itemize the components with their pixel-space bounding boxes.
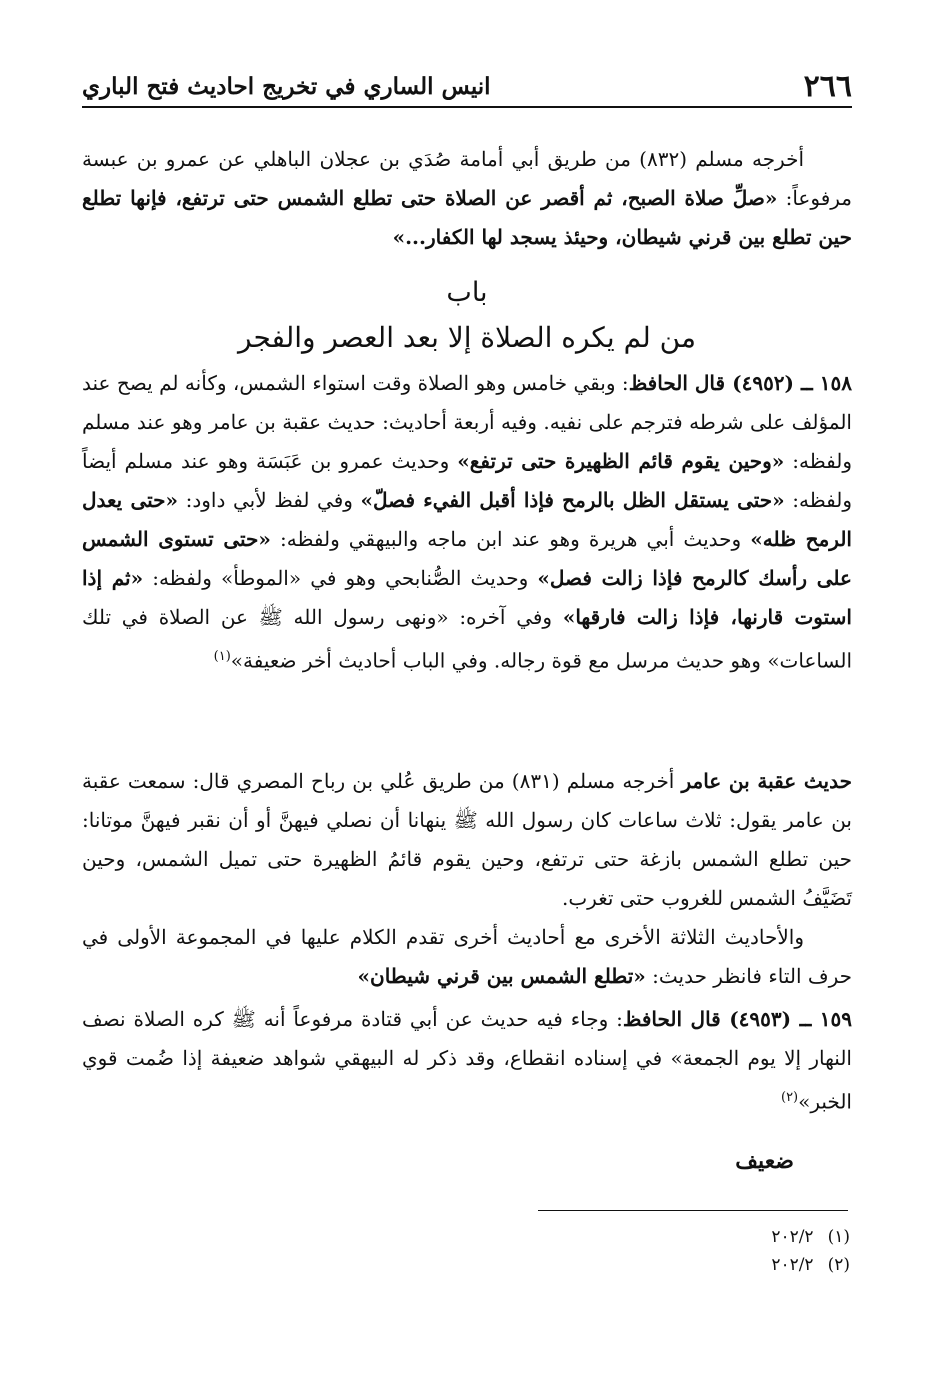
footnote-1 — [771, 1224, 850, 1250]
page-header — [82, 70, 852, 104]
header-divider — [82, 106, 852, 108]
others-quote: «تطلع الشمس بين قرني شيطان» — [357, 964, 646, 988]
entry-158-text-5: وحديث الصُّنابحي وهو في «الموطأ» ولفظه: — [143, 566, 538, 590]
footnote-reference: ٢٠٢/٢ — [771, 1227, 814, 1247]
intro-quote: «صلِّ صلاة الصبح، ثم أقصر عن الصلاة حتى تطلع الشمس حتى ترتفع، فإنها تطلع حين تطلع بين قرني شيطان، وحيئذ يسجد لها الكفار...» — [82, 186, 852, 249]
footnote-reference: ٢٠٢/٢ — [771, 1255, 814, 1275]
footnote-number: (٢) — [827, 1255, 850, 1275]
footnote-number: (١) — [827, 1227, 850, 1247]
others-paragraph — [82, 918, 852, 996]
verdict: ضعيف — [735, 1148, 794, 1174]
entry-158-quote-2: «حتى يستقل الظل بالرمح فإذا أقبل الفيء فصلّ» — [360, 488, 785, 512]
chapter-label: باب — [446, 277, 488, 308]
entry-158-text-1: : وبقي خامس وهو الصلاة وقت استواء الشمس، وكأنه لم يصح عند المؤلف على شرطه فترجم على نفيه. وفيه أربعة أحاديث: حديث عقبة بن عامر وهو عند مسلم ولفظه: — [82, 371, 852, 473]
page-number: ٢٦٦ — [803, 69, 852, 104]
uqba-heading: حديث عقبة بن عامر — [681, 769, 852, 793]
entry-159-heading: ١٥٩ ــ (٤٩٥٣) قال الحافظ — [622, 1007, 853, 1031]
footnote-ref-1[interactable]: (١) — [213, 649, 231, 664]
intro-text: أخرجه مسلم (٨٣٢) من طريق أبي أمامة صُدَي بن عجلان الباهلي عن عمرو بن عبسة مرفوعاً: — [82, 147, 852, 210]
footnote-divider — [538, 1210, 848, 1211]
entry-158-quote-4: «حتى تستوى الشمس على رأسك كالرمح فإذا زالت فصل» — [82, 527, 852, 590]
entry-158-text-2: وحديث عمرو بن عَبَسَة وهو عند مسلم أيضاً ولفظه: — [82, 449, 853, 512]
footnote-ref-2[interactable]: (٢) — [780, 1090, 799, 1105]
running-title: انيس الساري في تخريج احاديث فتح الباري — [82, 73, 491, 100]
entry-158-quote-1: «وحين يقوم قائم الظهيرة حتى ترتفع» — [457, 449, 785, 473]
intro-paragraph — [82, 140, 852, 257]
entry-158-quote-3: «حتى يعدل الرمح ظله» — [82, 488, 852, 551]
entry-159-text: : وجاء فيه حديث عن أبي قتادة مرفوعاً أنه ﷺ كره الصلاة نصف النهار إلا يوم الجمعة» في إسناده انقطاع، وقد ذكر له البيهقي شواهد ضعيفة إذا ضُمت قوي الخبر» — [82, 1007, 852, 1114]
entry-158-text-3: وفي لفظ لأبي داود: — [178, 488, 361, 512]
chapter-title: من لم يكره الصلاة إلا بعد العصر والفجر — [238, 321, 696, 354]
uqba-text: أخرجه مسلم (٨٣١) من طريق عُلي بن رباح المصري قال: سمعت عقبة بن عامر يقول: ثلاث ساعات كان رسول الله ﷺ ينهانا أن نصلي فيهنَّ أو أن نقبر فيهنَّ موتانا: حين تطلع الشمس بازغة حتى ترتفع، وحين يقوم قائمُ الظهيرة حتى تميل الشمس، وحين تَضَيَّفُ الشمس للغروب حتى تغرب. — [82, 769, 852, 910]
entry-158-text-4: وحديث أبي هريرة وهو عند ابن ماجه والبيهقي ولفظه: — [270, 527, 751, 551]
entry-158-heading: ١٥٨ ــ (٤٩٥٢) قال الحافظ — [628, 371, 853, 395]
others-text: والأحاديث الثلاثة الأخرى مع أحاديث أخرى تقدم الكلام عليها في المجموعة الأولى في حرف التاء فانظر حديث: — [82, 925, 852, 988]
entry-159 — [82, 1000, 852, 1122]
entry-158-quote-5: «ثم إذا استوت قارنها، فإذا زالت فارقها» — [82, 566, 852, 629]
entry-158-text-6: وفي آخره: «ونهى رسول الله ﷺ عن الصلاة في تلك الساعات» وهو حديث مرسل مع قوة رجاله. وفي الباب أحاديث أخر ضعيفة» — [82, 605, 852, 673]
uqba-paragraph — [82, 762, 852, 918]
entry-158 — [82, 364, 852, 681]
footnote-2 — [771, 1252, 850, 1278]
